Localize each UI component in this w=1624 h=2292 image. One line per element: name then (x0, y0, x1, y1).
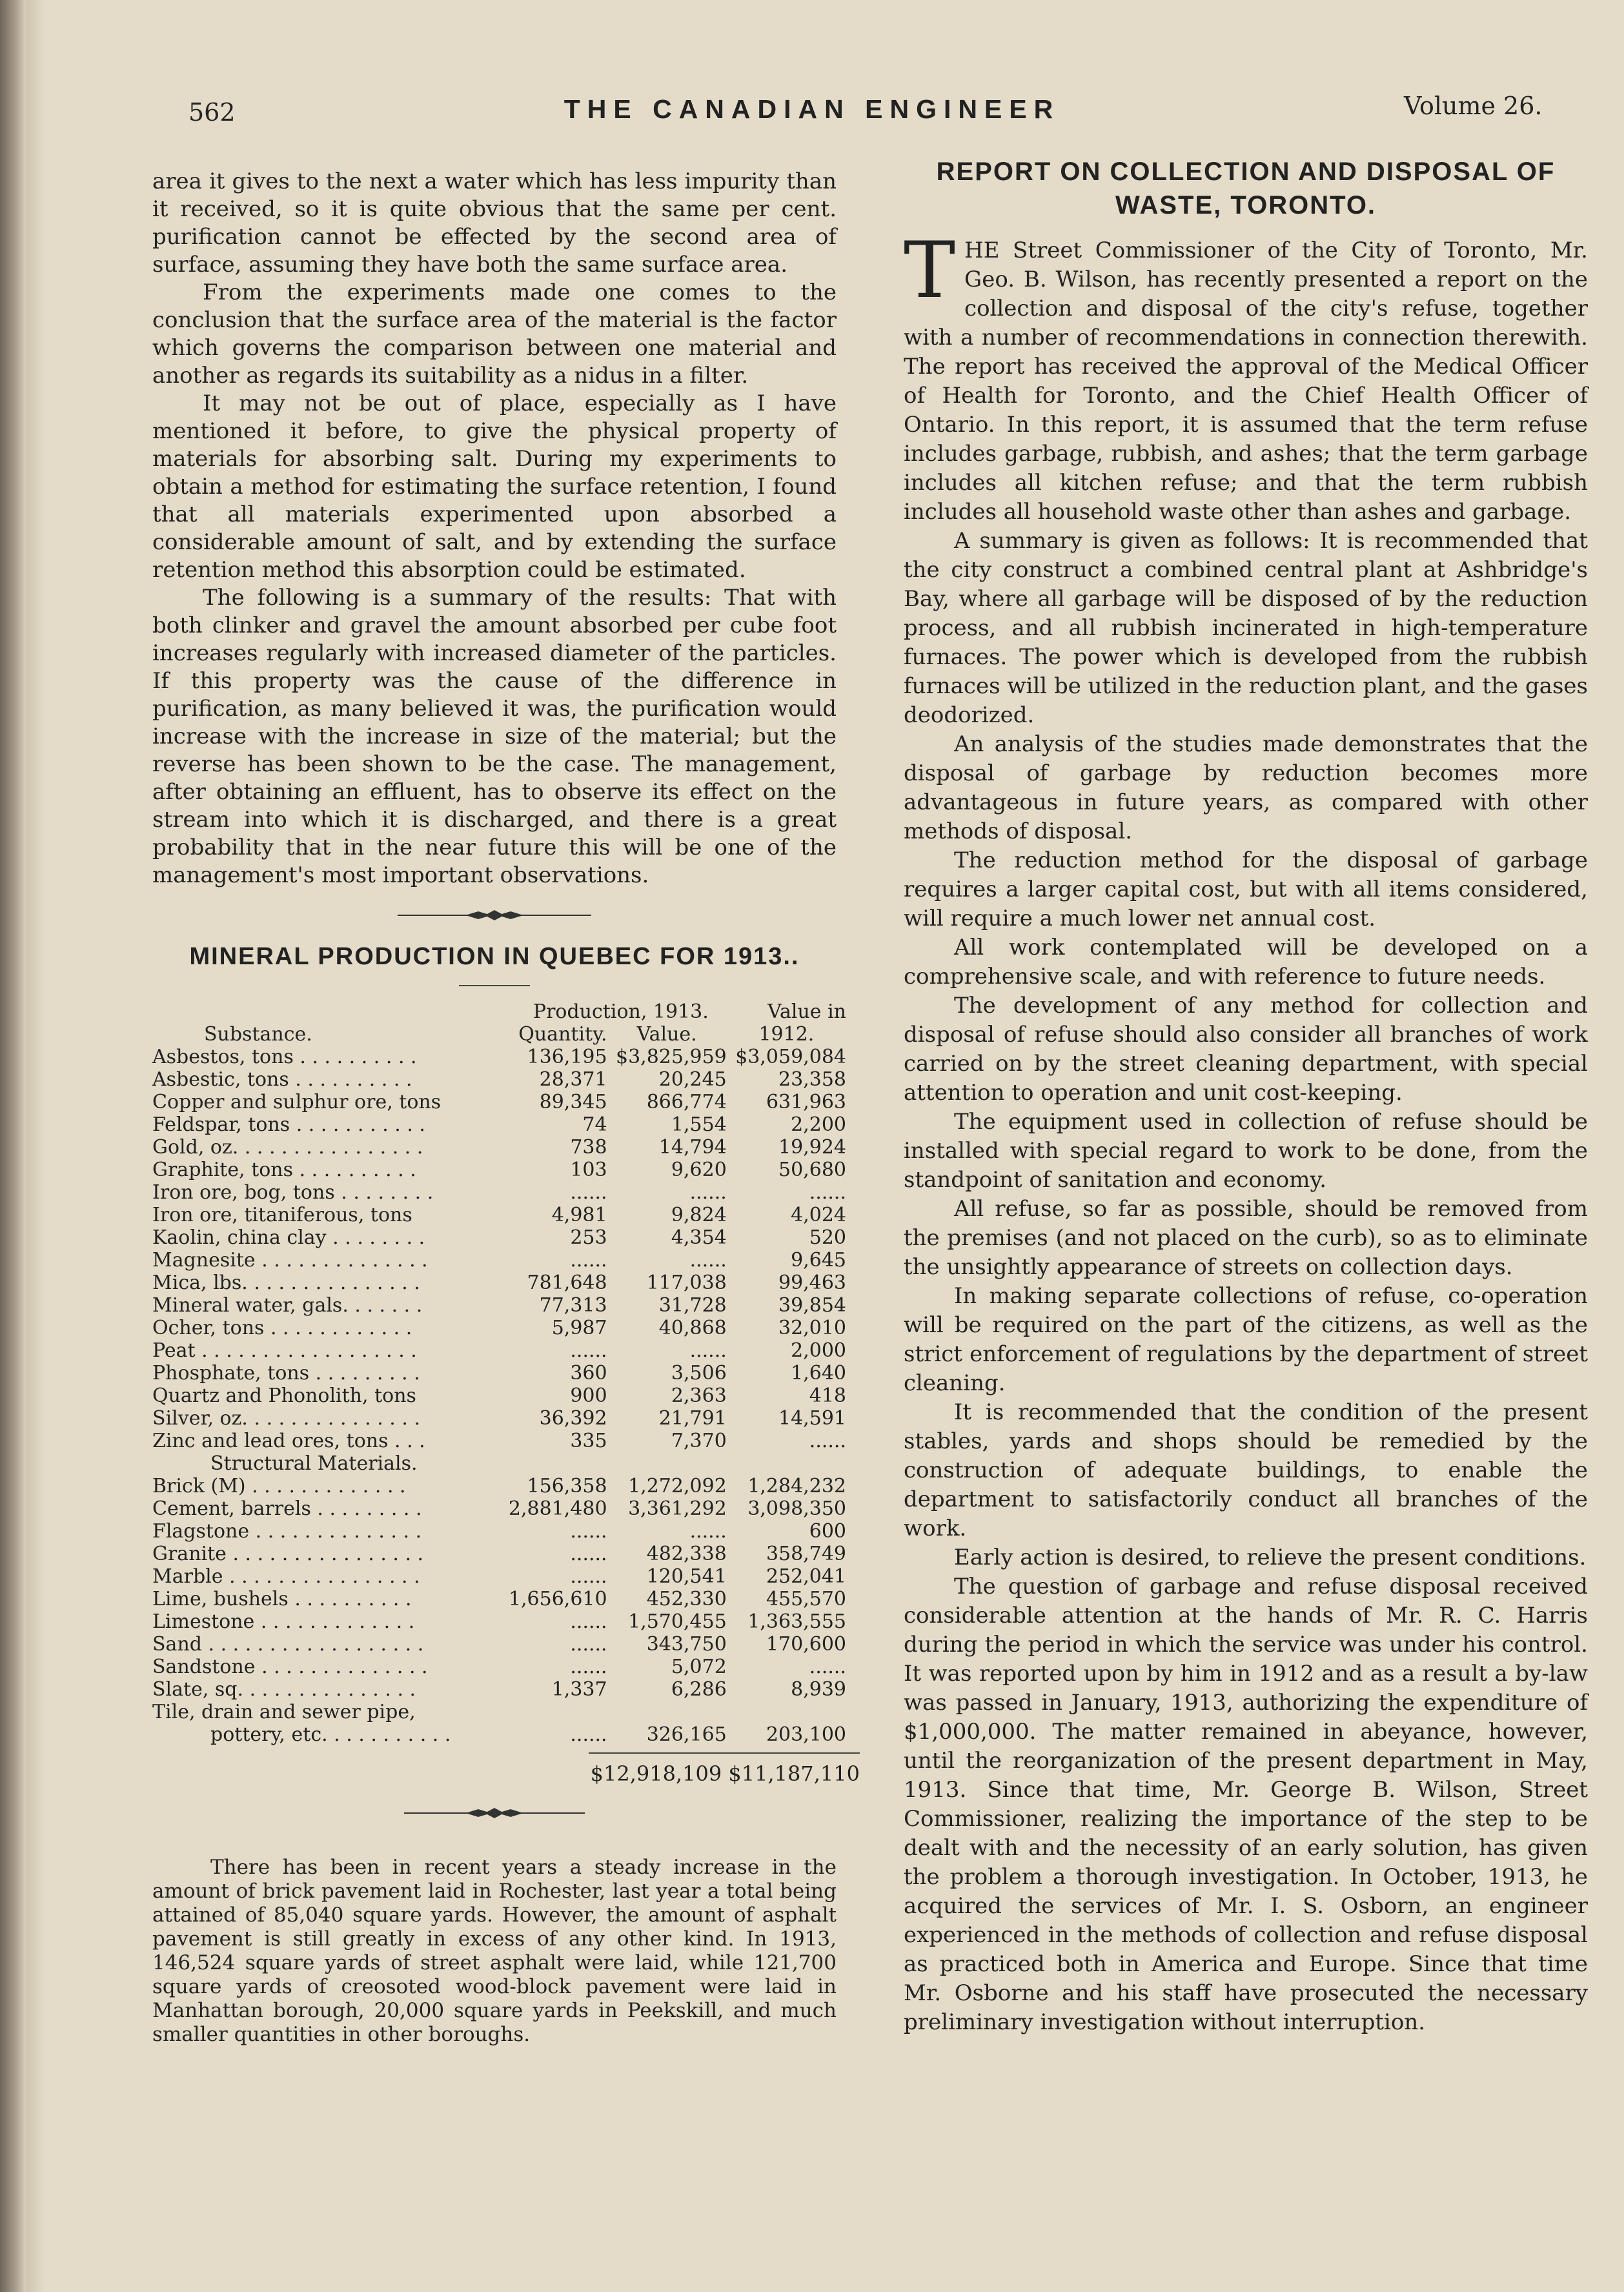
title-rule (459, 985, 530, 986)
substance-cell: Zinc and lead ores, tons . . . (152, 1430, 425, 1452)
value-1912-cell: ...... (809, 1430, 846, 1452)
quantity-cell: ...... (570, 1339, 607, 1362)
table-row (152, 1543, 846, 1565)
quantity-cell: 136,195 (527, 1046, 607, 1068)
table-row (152, 1204, 846, 1226)
table-row (152, 1294, 846, 1317)
substance-cell: pottery, etc. . . . . . . . . . . (210, 1723, 451, 1746)
value-1912-cell: 8,939 (791, 1678, 846, 1701)
value-cell: ...... (689, 1520, 727, 1543)
ornamental-divider (152, 909, 837, 922)
value-cell: 1,554 (671, 1113, 727, 1136)
ornamental-divider (152, 1807, 837, 1820)
substance-cell: Brick (M) . . . . . . . . . . . . . (152, 1475, 406, 1497)
table-row (152, 1046, 846, 1068)
substance-cell: Tile, drain and sewer pipe, (152, 1701, 416, 1723)
value-cell: $3,825,959 (616, 1046, 727, 1068)
quantity-cell (502, 1701, 607, 1723)
quantity-cell: 36,392 (539, 1407, 607, 1430)
substance-cell: Ocher, tons . . . . . . . . . . . . (152, 1317, 412, 1339)
table-header-row (152, 1023, 846, 1046)
value-1912-cell: 23,358 (778, 1068, 846, 1091)
value-cell: ...... (689, 1339, 727, 1362)
volume-label: Volume 26. (1404, 92, 1543, 120)
table-header-row (152, 1000, 846, 1023)
mineral-section-title: MINERAL PRODUCTION IN QUEBEC FOR 1913.. (189, 943, 800, 970)
value-1912-cell: 520 (809, 1226, 846, 1249)
quantity-cell: 2,881,480 (508, 1497, 607, 1520)
quantity-cell: 335 (570, 1430, 607, 1452)
quantity-cell: 4,981 (551, 1204, 607, 1226)
value-1912-cell: 358,749 (766, 1543, 846, 1565)
value-1912-cell: 170,600 (766, 1633, 846, 1656)
value-cell: 31,728 (658, 1294, 727, 1317)
paragraph: A summary is given as follows: It is recommended that the city construct a combined central plant at Ashbridge's Bay, where all garbage will be disposed of by the reduction process, and all rubbish incinerated in high-temperature furnaces. The power which is developed from the rubbish furnaces will be utilized in the reduction plant, and the gases deodorized. (904, 528, 1588, 728)
substance-cell: Iron ore, titaniferous, tons (152, 1204, 412, 1226)
header-quantity: Quantity. (518, 1023, 607, 1046)
quantity-cell: 1,656,610 (508, 1588, 607, 1610)
value-1912-cell: 4,024 (791, 1204, 846, 1226)
quantity-cell: 5,987 (551, 1317, 607, 1339)
value-1912-cell: 203,100 (766, 1723, 846, 1746)
left-column (152, 168, 860, 2047)
paragraph: The development of any method for collection and disposal of refuse should also consider all branches of work carried on by the street cleaning department, with special attention to operation and unit cost-keeping. (904, 993, 1588, 1106)
table-row (152, 1678, 846, 1701)
substance-cell: Iron ore, bog, tons . . . . . . . . (152, 1181, 434, 1204)
substance-cell: Granite . . . . . . . . . . . . . . . . (152, 1543, 424, 1565)
table-row (152, 1136, 846, 1159)
table-row (152, 1497, 846, 1520)
report-title (904, 155, 1588, 222)
header-value: Value. (636, 1023, 697, 1046)
paragraph: From the experiments made one comes to the conclusion that the surface area of the material is the factor which governs the comparison between one material and another as regards its suitability as a nidus in a filter. (152, 279, 837, 389)
table-row (152, 1091, 846, 1113)
value-cell: 21,791 (658, 1407, 727, 1430)
value-cell: 3,506 (671, 1362, 727, 1384)
table-row (152, 1407, 846, 1430)
value-cell: 4,354 (671, 1226, 727, 1249)
value-1912-cell: 1,363,555 (747, 1610, 846, 1633)
paragraph: area it gives to the next a water which has less impurity than it received, so it is quite obvious that the same per cent. purification cannot be effected by the second area of surface, assuming they have both the same surface area. (152, 168, 837, 278)
paragraph: All refuse, so far as possible, should be removed from the premises (and not placed on the curb), so as to eliminate the unsightly appearance of streets on collection days. (904, 1196, 1588, 1280)
quantity-cell: ...... (570, 1610, 607, 1633)
substance-cell: Quartz and Phonolith, tons (152, 1384, 416, 1407)
page-gutter-shadow (0, 0, 26, 2292)
table-row (152, 1226, 846, 1249)
value-1912-cell: 600 (809, 1520, 846, 1543)
table-row (152, 1384, 846, 1407)
substance-cell: Lime, bushels . . . . . . . . . . (152, 1588, 412, 1610)
substance-cell: Graphite, tons . . . . . . . . . . (152, 1159, 416, 1181)
report-title-line2: WASTE, TORONTO. (1115, 191, 1377, 219)
value-1912-cell: 14,591 (778, 1407, 846, 1430)
table-row (152, 1272, 846, 1294)
paragraph: The reduction method for the disposal of garbage requires a larger capital cost, but with all items considered, will require a much lower net annual cost. (904, 847, 1588, 931)
table-row (152, 1430, 846, 1452)
value-cell: 2,363 (671, 1384, 727, 1407)
substance-cell: Flagstone . . . . . . . . . . . . . . (152, 1520, 422, 1543)
paragraph: It is recommended that the condition of the present stables, yards and shops should be remedied by the construction of adequate buildings, to enable the department to satisfactorily conduct all branches of the work. (904, 1399, 1588, 1541)
value-cell: 1,272,092 (628, 1475, 727, 1497)
substance-cell: Asbestic, tons . . . . . . . . . . (152, 1068, 412, 1091)
table-row (152, 1113, 846, 1136)
quantity-cell: ...... (570, 1723, 607, 1746)
value-cell: 343,750 (646, 1633, 727, 1656)
table-row (152, 1317, 846, 1339)
quantity-cell: 1,337 (551, 1678, 607, 1701)
structural-heading: Structural Materials. (210, 1452, 418, 1475)
value-cell: 326,165 (646, 1723, 727, 1746)
substance-cell: Cement, barrels . . . . . . . . . (152, 1497, 422, 1520)
value-1912-cell: 252,041 (766, 1565, 846, 1588)
substance-cell: Mica, lbs. . . . . . . . . . . . . . . (152, 1272, 420, 1294)
table-row (152, 1520, 846, 1543)
page-header (0, 90, 1624, 129)
quantity-cell: 156,358 (527, 1475, 607, 1497)
table-row (152, 1588, 846, 1610)
quantity-cell: 900 (570, 1384, 607, 1407)
value-cell: 1,570,455 (628, 1610, 727, 1633)
quantity-cell: ...... (570, 1543, 607, 1565)
header-substance: Substance. (204, 1023, 312, 1046)
value-1912-cell: 418 (809, 1384, 846, 1407)
table-row (152, 1656, 846, 1678)
table-row (152, 1701, 846, 1723)
value-cell: ...... (689, 1249, 727, 1272)
value-1912-cell: 32,010 (778, 1317, 846, 1339)
value-1912-cell: 3,098,350 (747, 1497, 846, 1520)
value-1912-cell: 1,640 (791, 1362, 846, 1384)
value-1912-cell: ...... (809, 1656, 846, 1678)
quantity-cell: ...... (570, 1181, 607, 1204)
value-cell: 117,038 (646, 1272, 727, 1294)
page-gutter-fade (26, 0, 45, 2292)
table-totals: $12,918,109 $11,187,110 (589, 1752, 860, 1786)
value-1912-cell: 19,924 (778, 1136, 846, 1159)
substance-cell: Silver, oz. . . . . . . . . . . . . . . (152, 1407, 420, 1430)
substance-cell: Limestone . . . . . . . . . . . . . (152, 1610, 415, 1633)
value-1912-cell: 9,645 (791, 1249, 846, 1272)
table-row (152, 1565, 846, 1588)
header-value-in: Value in (767, 1000, 846, 1023)
value-cell: 9,620 (671, 1159, 727, 1181)
table-row (152, 1633, 846, 1656)
value-cell: 40,868 (658, 1317, 727, 1339)
quantity-cell: ...... (570, 1633, 607, 1656)
value-1912-cell: ...... (809, 1181, 846, 1204)
table-row (152, 1362, 846, 1384)
mineral-production-table (152, 1000, 846, 1746)
page-number: 562 (188, 98, 236, 127)
substance-cell: Mineral water, gals. . . . . . . (152, 1294, 423, 1317)
value-1912-cell: 455,570 (766, 1588, 846, 1610)
table-row (152, 1723, 846, 1746)
substance-cell: Kaolin, china clay . . . . . . . . (152, 1226, 425, 1249)
paragraph-small: There has been in recent years a steady increase in the amount of brick pavement laid in Rochester, last year a total being attained of 85,040 square yards. However, the amount of asphalt pavement is still greatly in excess of any other kind. In 1913, 146,524 square yards of street asphalt were laid, while 121,700 square yards of creosoted wood-block pavement were laid in Manhattan borough, 20,000 square yards in Peekskill, and much smaller quantities in other boroughs. (152, 1856, 837, 2046)
table-row (152, 1068, 846, 1091)
value-cell (607, 1701, 727, 1723)
quantity-cell: 28,371 (539, 1068, 607, 1091)
quantity-cell: 77,313 (539, 1294, 607, 1317)
table-row (152, 1159, 846, 1181)
quantity-cell: ...... (570, 1565, 607, 1588)
substance-cell: Marble . . . . . . . . . . . . . . . . (152, 1565, 420, 1588)
value-1912-cell (727, 1701, 846, 1723)
quantity-cell: 781,648 (527, 1272, 607, 1294)
value-1912-cell: 2,000 (791, 1339, 846, 1362)
quantity-cell: 89,345 (539, 1091, 607, 1113)
paragraph: In making separate collections of refuse, co-operation will be required on the part of the citizens, as well as the strict enforcement of regulations by the department of street cleaning. (904, 1283, 1588, 1396)
value-cell: 866,774 (646, 1091, 727, 1113)
substance-cell: Copper and sulphur ore, tons (152, 1091, 442, 1113)
value-cell: 120,541 (646, 1565, 727, 1588)
substance-cell: Phosphate, tons . . . . . . . . . (152, 1362, 420, 1384)
substance-cell: Gold, oz. . . . . . . . . . . . . . . . (152, 1136, 423, 1159)
substance-cell: Asbestos, tons . . . . . . . . . . (152, 1046, 417, 1068)
value-1912-cell: 1,284,232 (747, 1475, 846, 1497)
substance-cell: Feldspar, tons . . . . . . . . . . . (152, 1113, 425, 1136)
first-paragraph-text: HE Street Commissioner of the City of Toronto, Mr. Geo. B. Wilson, has recently presented a report on the collection and disposal of the city's refuse, together with a number of recommendations in connection therewith. The report has received the approval of the Medical Officer of Health for Toronto, and the Chief Health Officer of Ontario. In this report, it is assumed that the term refuse includes garbage, rubbish, and ashes; that the term garbage includes all kitchen refuse; and that the term rubbish includes all household waste other than ashes and garbage. (904, 238, 1588, 525)
value-cell: 482,338 (646, 1543, 727, 1565)
report-title-line1: REPORT ON COLLECTION AND DISPOSAL OF (936, 157, 1556, 186)
substance-cell: Peat . . . . . . . . . . . . . . . . . . (152, 1339, 417, 1362)
value-1912-cell: 39,854 (778, 1294, 846, 1317)
value-1912-cell: 50,680 (778, 1159, 846, 1181)
table-row (152, 1249, 846, 1272)
paragraph: The question of garbage and refuse disposal received considerable attention at the hands of Mr. R. C. Harris during the period in which the service was under his control. It was reported upon by him in 1912 and as a result a by-law was passed in January, 1913, authorizing the expenditure of $1,000,000. The matter remained in abeyance, however, until the reorganization of the present department in May, 1913. Since that time, Mr. George B. Wilson, Street Commissioner, realizing the importance of the step to be dealt with and the necessity of an early solution, has given the problem a thorough investigation. In October, 1913, he acquired the services of Mr. I. S. Osborn, an engineer experienced in the methods of collection and refuse disposal as practiced both in America and Europe. Since that time Mr. Osborne and his staff have prosecuted the necessary preliminary investigation without interruption. (904, 1574, 1588, 2035)
value-1912-cell: $3,059,084 (735, 1046, 846, 1068)
value-cell: 14,794 (658, 1136, 727, 1159)
value-cell: 6,286 (671, 1678, 727, 1701)
paragraph: All work contemplated will be developed on a comprehensive scale, and with reference to future needs. (904, 935, 1588, 989)
value-cell: 5,072 (671, 1656, 727, 1678)
value-1912-cell: 2,200 (791, 1113, 846, 1136)
value-cell: ...... (689, 1181, 727, 1204)
table-row (152, 1181, 846, 1204)
paragraph: The equipment used in collection of refuse should be installed with special regard to work to be done, from the standpoint of sanitation and economy. (904, 1109, 1588, 1193)
header-production: Production, 1913. (533, 1000, 709, 1023)
substance-cell: Magnesite . . . . . . . . . . . . . . (152, 1249, 428, 1272)
substance-cell: Sandstone . . . . . . . . . . . . . . (152, 1656, 428, 1678)
value-cell: 20,245 (658, 1068, 727, 1091)
quantity-cell: 74 (582, 1113, 607, 1136)
structural-heading-row (152, 1452, 846, 1475)
quantity-cell: ...... (570, 1520, 607, 1543)
substance-cell: Slate, sq. . . . . . . . . . . . . . . (152, 1678, 416, 1701)
table-row (152, 1610, 846, 1633)
table-row (152, 1339, 846, 1362)
drop-cap: T (904, 226, 956, 316)
quantity-cell: 738 (570, 1136, 607, 1159)
quantity-cell: 253 (570, 1226, 607, 1249)
value-cell: 7,370 (671, 1430, 727, 1452)
quantity-cell: ...... (570, 1249, 607, 1272)
value-1912-cell: 631,963 (766, 1091, 846, 1113)
value-cell: 3,361,292 (628, 1497, 727, 1520)
value-cell: 452,330 (646, 1588, 727, 1610)
paragraph: Early action is desired, to relieve the present conditions. (954, 1545, 1587, 1570)
right-column (904, 155, 1588, 2037)
value-cell: 9,824 (671, 1204, 727, 1226)
value-1912-cell: 99,463 (778, 1272, 846, 1294)
quantity-cell: ...... (570, 1656, 607, 1678)
header-year: 1912. (758, 1023, 815, 1046)
paragraph-first (904, 226, 1588, 527)
paragraph: It may not be out of place, especially as I have mentioned it before, to give the physical property of materials for absorbing salt. During my experiments to obtain a method for estimating the surface retention, I found that all materials experimented upon absorbed a considerable amount of salt, and by extending the surface retention method this absorption could be estimated. (152, 390, 837, 583)
journal-title: THE CANADIAN ENGINEER (563, 94, 1061, 124)
quantity-cell: 360 (570, 1362, 607, 1384)
quantity-cell: 103 (570, 1159, 607, 1181)
substance-cell: Sand . . . . . . . . . . . . . . . . . . (152, 1633, 424, 1656)
table-row (152, 1475, 846, 1497)
paragraph: An analysis of the studies made demonstrates that the disposal of garbage by reduction becomes more advantageous in future years, as compared with other methods of disposal. (904, 731, 1588, 844)
paragraph: The following is a summary of the results: That with both clinker and gravel the amount absorbed per cube foot increases regularly with increased diameter of the particles. If this property was the cause of the difference in purification, as many believed it was, the purification would increase with the increase in size of the material; but the reverse has been shown to be the case. The management, after obtaining an effluent, has to observe its effect on the stream into which it is discharged, and there is a great probability that in the near future this will be one of the management's most important observations. (152, 585, 837, 888)
